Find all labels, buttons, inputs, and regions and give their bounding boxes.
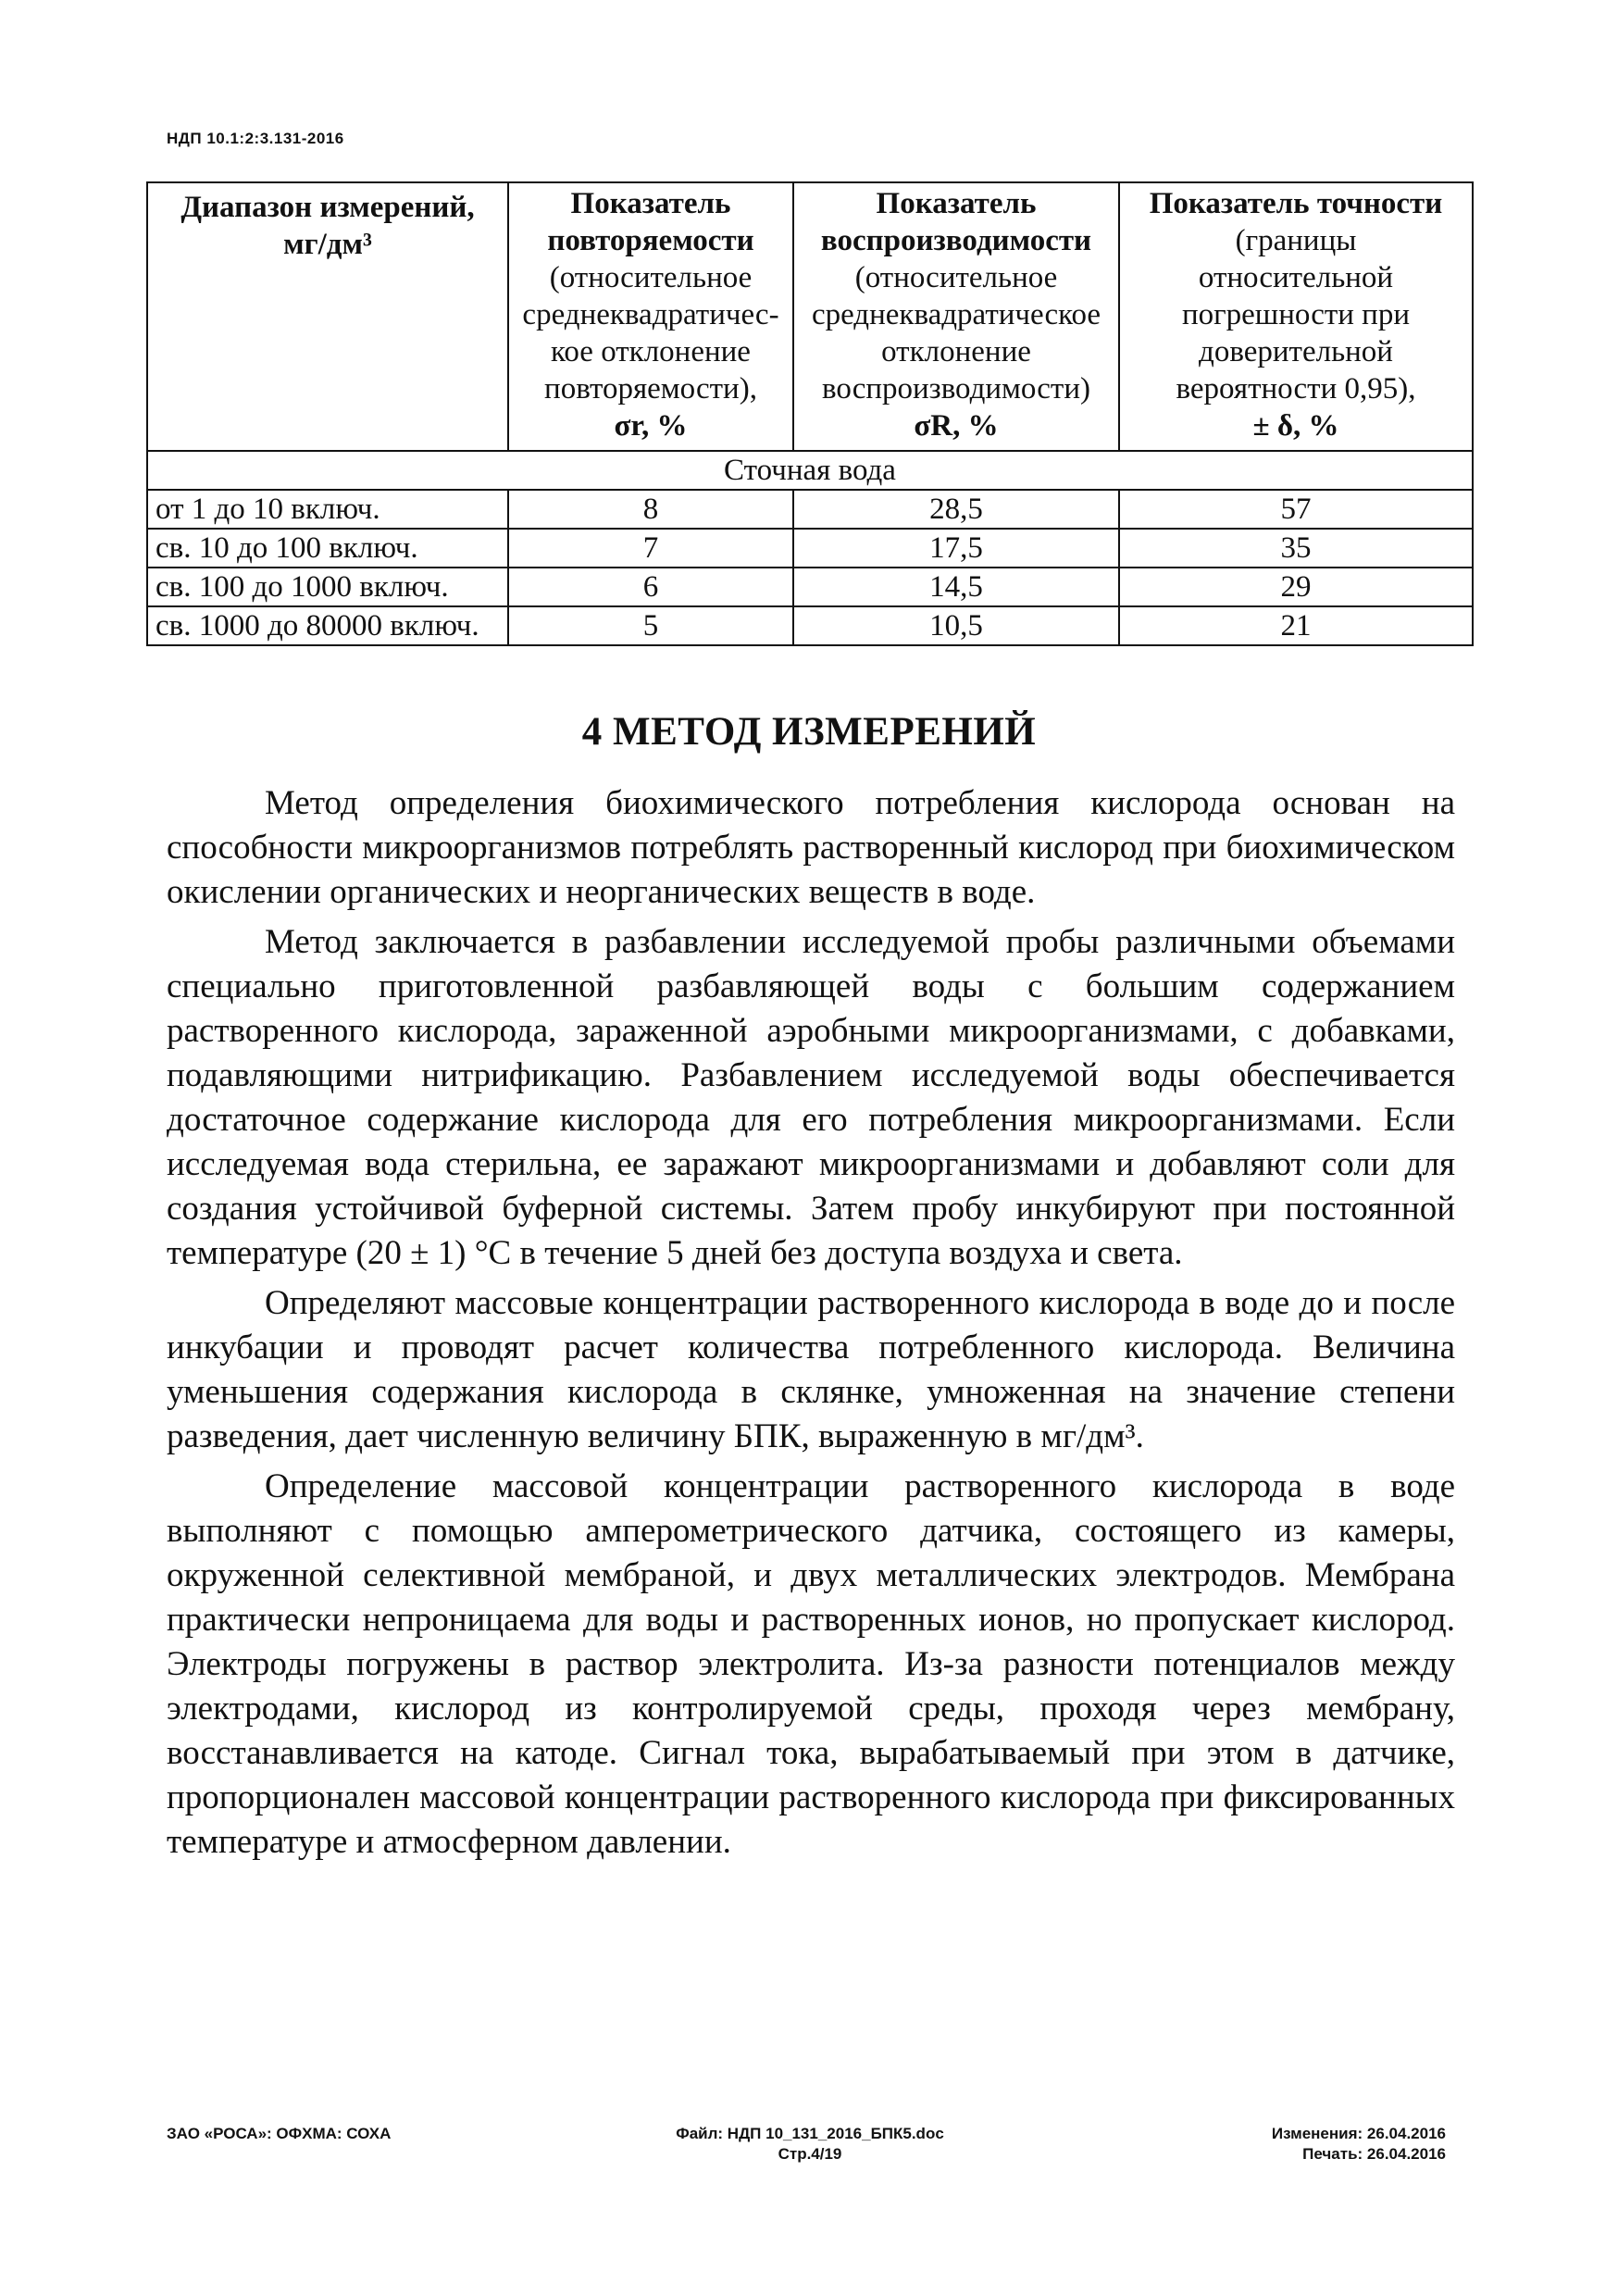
column-header-range xyxy=(147,182,508,451)
column-header-accuracy xyxy=(1119,182,1473,451)
table-row xyxy=(147,568,1473,606)
section-heading: 4 МЕТОД ИЗМЕРЕНИЙ xyxy=(581,710,1037,754)
column-subtitle-line: погрешности при xyxy=(1181,298,1411,331)
column-subtitle-line: доверительной xyxy=(1199,335,1393,368)
column-title: Диапазон измерений, мг/дм³ xyxy=(180,191,475,261)
footer-page: Стр.4/19 xyxy=(778,2145,842,2163)
column-subtitle-line: (относительное xyxy=(854,261,1058,294)
column-symbol: ± δ, % xyxy=(1252,409,1339,443)
column-subtitle-line: кое отклонение xyxy=(551,335,751,368)
column-subtitle-line: (границы xyxy=(1235,224,1357,257)
column-title: Показатель повторяемости xyxy=(547,187,754,257)
table-row xyxy=(147,490,1473,529)
footer-file-info xyxy=(629,2124,990,2165)
cell-accuracy: 21 xyxy=(1119,606,1473,645)
cell-reproducibility: 17,5 xyxy=(793,529,1119,568)
table-row xyxy=(147,606,1473,645)
table-section-row xyxy=(147,451,1473,490)
column-symbol: σr, % xyxy=(614,409,688,443)
cell-repeatability: 6 xyxy=(508,568,793,606)
cell-range: от 1 до 10 включ. xyxy=(147,490,508,529)
column-subtitle-line: повторяемости), xyxy=(544,372,757,406)
paragraph: Определение массовой концентрации растворенного кислорода в воде выполняют с помощью амперометрического датчика, состоящего из камеры, окруженной селективной мембраной, и двух металлических электродов. Мембрана практически непроницаема для воды и растворенных ионов, но пропускает кислород. Электроды погружены в раствор электролита. Из-за разности потенциалов между электродами, кислород из контролируемой среды, проходя через мембрану, восстанавливается на катоде. Сигнал тока, вырабатываемый при этом в датчике, пропорционален массовой концентрации растворенного кислорода при фиксированных температуре и атмосферном давлении. xyxy=(167,1467,1455,1861)
table-row xyxy=(147,529,1473,568)
footer-changes-date: Изменения: 26.04.2016 xyxy=(1271,2125,1446,2142)
cell-repeatability: 8 xyxy=(508,490,793,529)
section-label: Сточная вода xyxy=(147,451,1473,490)
column-subtitle-line: отклонение xyxy=(881,335,1031,368)
paragraph: Определяют массовые концентрации растворенного кислорода в воде до и после инкубации и проводят расчет количества потребленного кислорода. Величина уменьшения содержания кислорода в склянке, умноженная на значение степени разведения, дает численную величину БПК, выраженную в мг/дм³. xyxy=(167,1284,1455,1455)
cell-reproducibility: 10,5 xyxy=(793,606,1119,645)
footer-dates xyxy=(1272,2124,1446,2165)
cell-range: св. 100 до 1000 включ. xyxy=(147,568,508,606)
cell-accuracy: 29 xyxy=(1119,568,1473,606)
column-subtitle-line: среднеквадратическое xyxy=(811,298,1101,331)
cell-repeatability: 5 xyxy=(508,606,793,645)
document-code: НДП 10.1:2:3.131-2016 xyxy=(167,130,344,147)
column-subtitle-line: относительной xyxy=(1198,261,1394,294)
column-subtitle-line: воспроизводимости) xyxy=(822,372,1090,406)
cell-range: св. 10 до 100 включ. xyxy=(147,529,508,568)
paragraph: Метод заключается в разбавлении исследуемой пробы различными объемами специально приготовленной разбавляющей воды с большим содержанием растворенного кислорода, зараженной аэробными микроорганизмами, с добавками, подавляющими нитрификацию. Разбавлением исследуемой воды обеспечивается достаточное содержание кислорода для его потребления микроорганизмами. Если исследуемая вода стерильна, ее заражают микроорганизмами и добавляют соли для создания устойчивой буферной системы. Затем пробу инкубируют при постоянной температуре (20 ± 1) °С в течение 5 дней без доступа воздуха и света. xyxy=(167,923,1455,1272)
table-header-row xyxy=(147,182,1473,451)
body-text xyxy=(167,781,1455,1870)
cell-range: св. 1000 до 80000 включ. xyxy=(147,606,508,645)
cell-accuracy: 35 xyxy=(1119,529,1473,568)
column-subtitle-line: (относительное xyxy=(549,261,753,294)
footer-print-date: Печать: 26.04.2016 xyxy=(1302,2145,1446,2163)
column-symbol: σR, % xyxy=(914,409,999,443)
column-title: Показатель воспроизводимости xyxy=(820,187,1092,257)
column-subtitle-line: среднеквадратичес- xyxy=(522,298,779,331)
column-header-reproducibility xyxy=(793,182,1119,451)
cell-repeatability: 7 xyxy=(508,529,793,568)
cell-reproducibility: 14,5 xyxy=(793,568,1119,606)
cell-reproducibility: 28,5 xyxy=(793,490,1119,529)
metrics-table xyxy=(146,181,1474,646)
footer-file: Файл: НДП 10_131_2016_БПК5.doc xyxy=(676,2125,944,2142)
column-subtitle-line: вероятности 0,95), xyxy=(1176,372,1416,406)
paragraph: Метод определения биохимического потребления кислорода основан на способности микроорганизмов потреблять растворенный кислород при биохимическом окислении органических и неорганических веществ в воде. xyxy=(167,784,1455,911)
column-title: Показатель точности xyxy=(1149,187,1443,220)
column-header-repeatability xyxy=(508,182,793,451)
footer-org: ЗАО «РОСА»: ОФХМА: СОХА xyxy=(167,2125,392,2142)
cell-accuracy: 57 xyxy=(1119,490,1473,529)
